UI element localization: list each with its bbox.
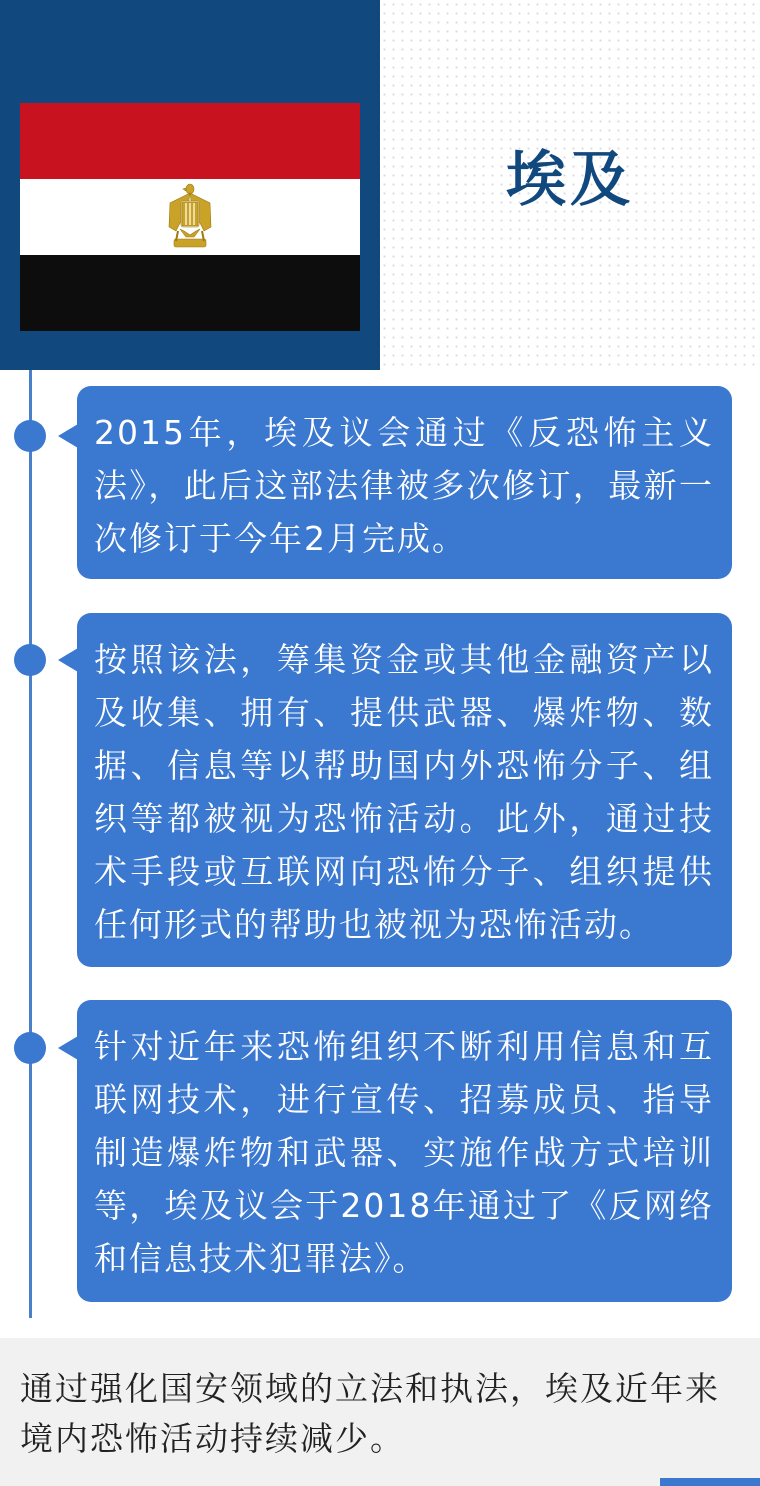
flag-panel	[0, 0, 380, 370]
bubble-pointer	[58, 1036, 78, 1060]
bubble-pointer	[58, 648, 78, 672]
summary-text: 通过强化国安领域的立法和执法，埃及近年来境内恐怖活动持续减少。	[20, 1369, 720, 1458]
flag-red-stripe	[20, 103, 360, 179]
timeline-line	[29, 370, 32, 1318]
timeline-dot	[14, 644, 46, 676]
bubble-pointer	[58, 424, 78, 448]
timeline-dot	[14, 1032, 46, 1064]
timeline-bubble: 按照该法，筹集资金或其他金融资产以及收集、拥有、提供武器、爆炸物、数据、信息等以帮助国内外恐怖分子、组织等都被视为恐怖活动。此外，通过技术手段或互联网向恐怖分子、组织提供任何形式的帮助也被视为恐怖活动。	[77, 613, 732, 967]
eagle-of-saladin-icon	[166, 181, 214, 253]
page-title: 埃及	[506, 145, 634, 215]
footer-accent-bar	[660, 1478, 760, 1486]
flag-black-stripe	[20, 255, 360, 331]
egypt-flag	[20, 103, 360, 331]
timeline-bubble: 2015年，埃及议会通过《反恐怖主义法》，此后这部法律被多次修订，最新一次修订于今年2月完成。	[77, 386, 732, 579]
header-section	[0, 0, 760, 370]
timeline-bubble: 针对近年来恐怖组织不断利用信息和互联网技术，进行宣传、招募成员、指导制造爆炸物和武器、实施作战方式培训等，埃及议会于2018年通过了《反网络和信息技术犯罪法》。	[77, 1000, 732, 1302]
timeline-dot	[14, 420, 46, 452]
summary-box	[0, 1338, 760, 1486]
flag-white-stripe	[20, 179, 360, 255]
